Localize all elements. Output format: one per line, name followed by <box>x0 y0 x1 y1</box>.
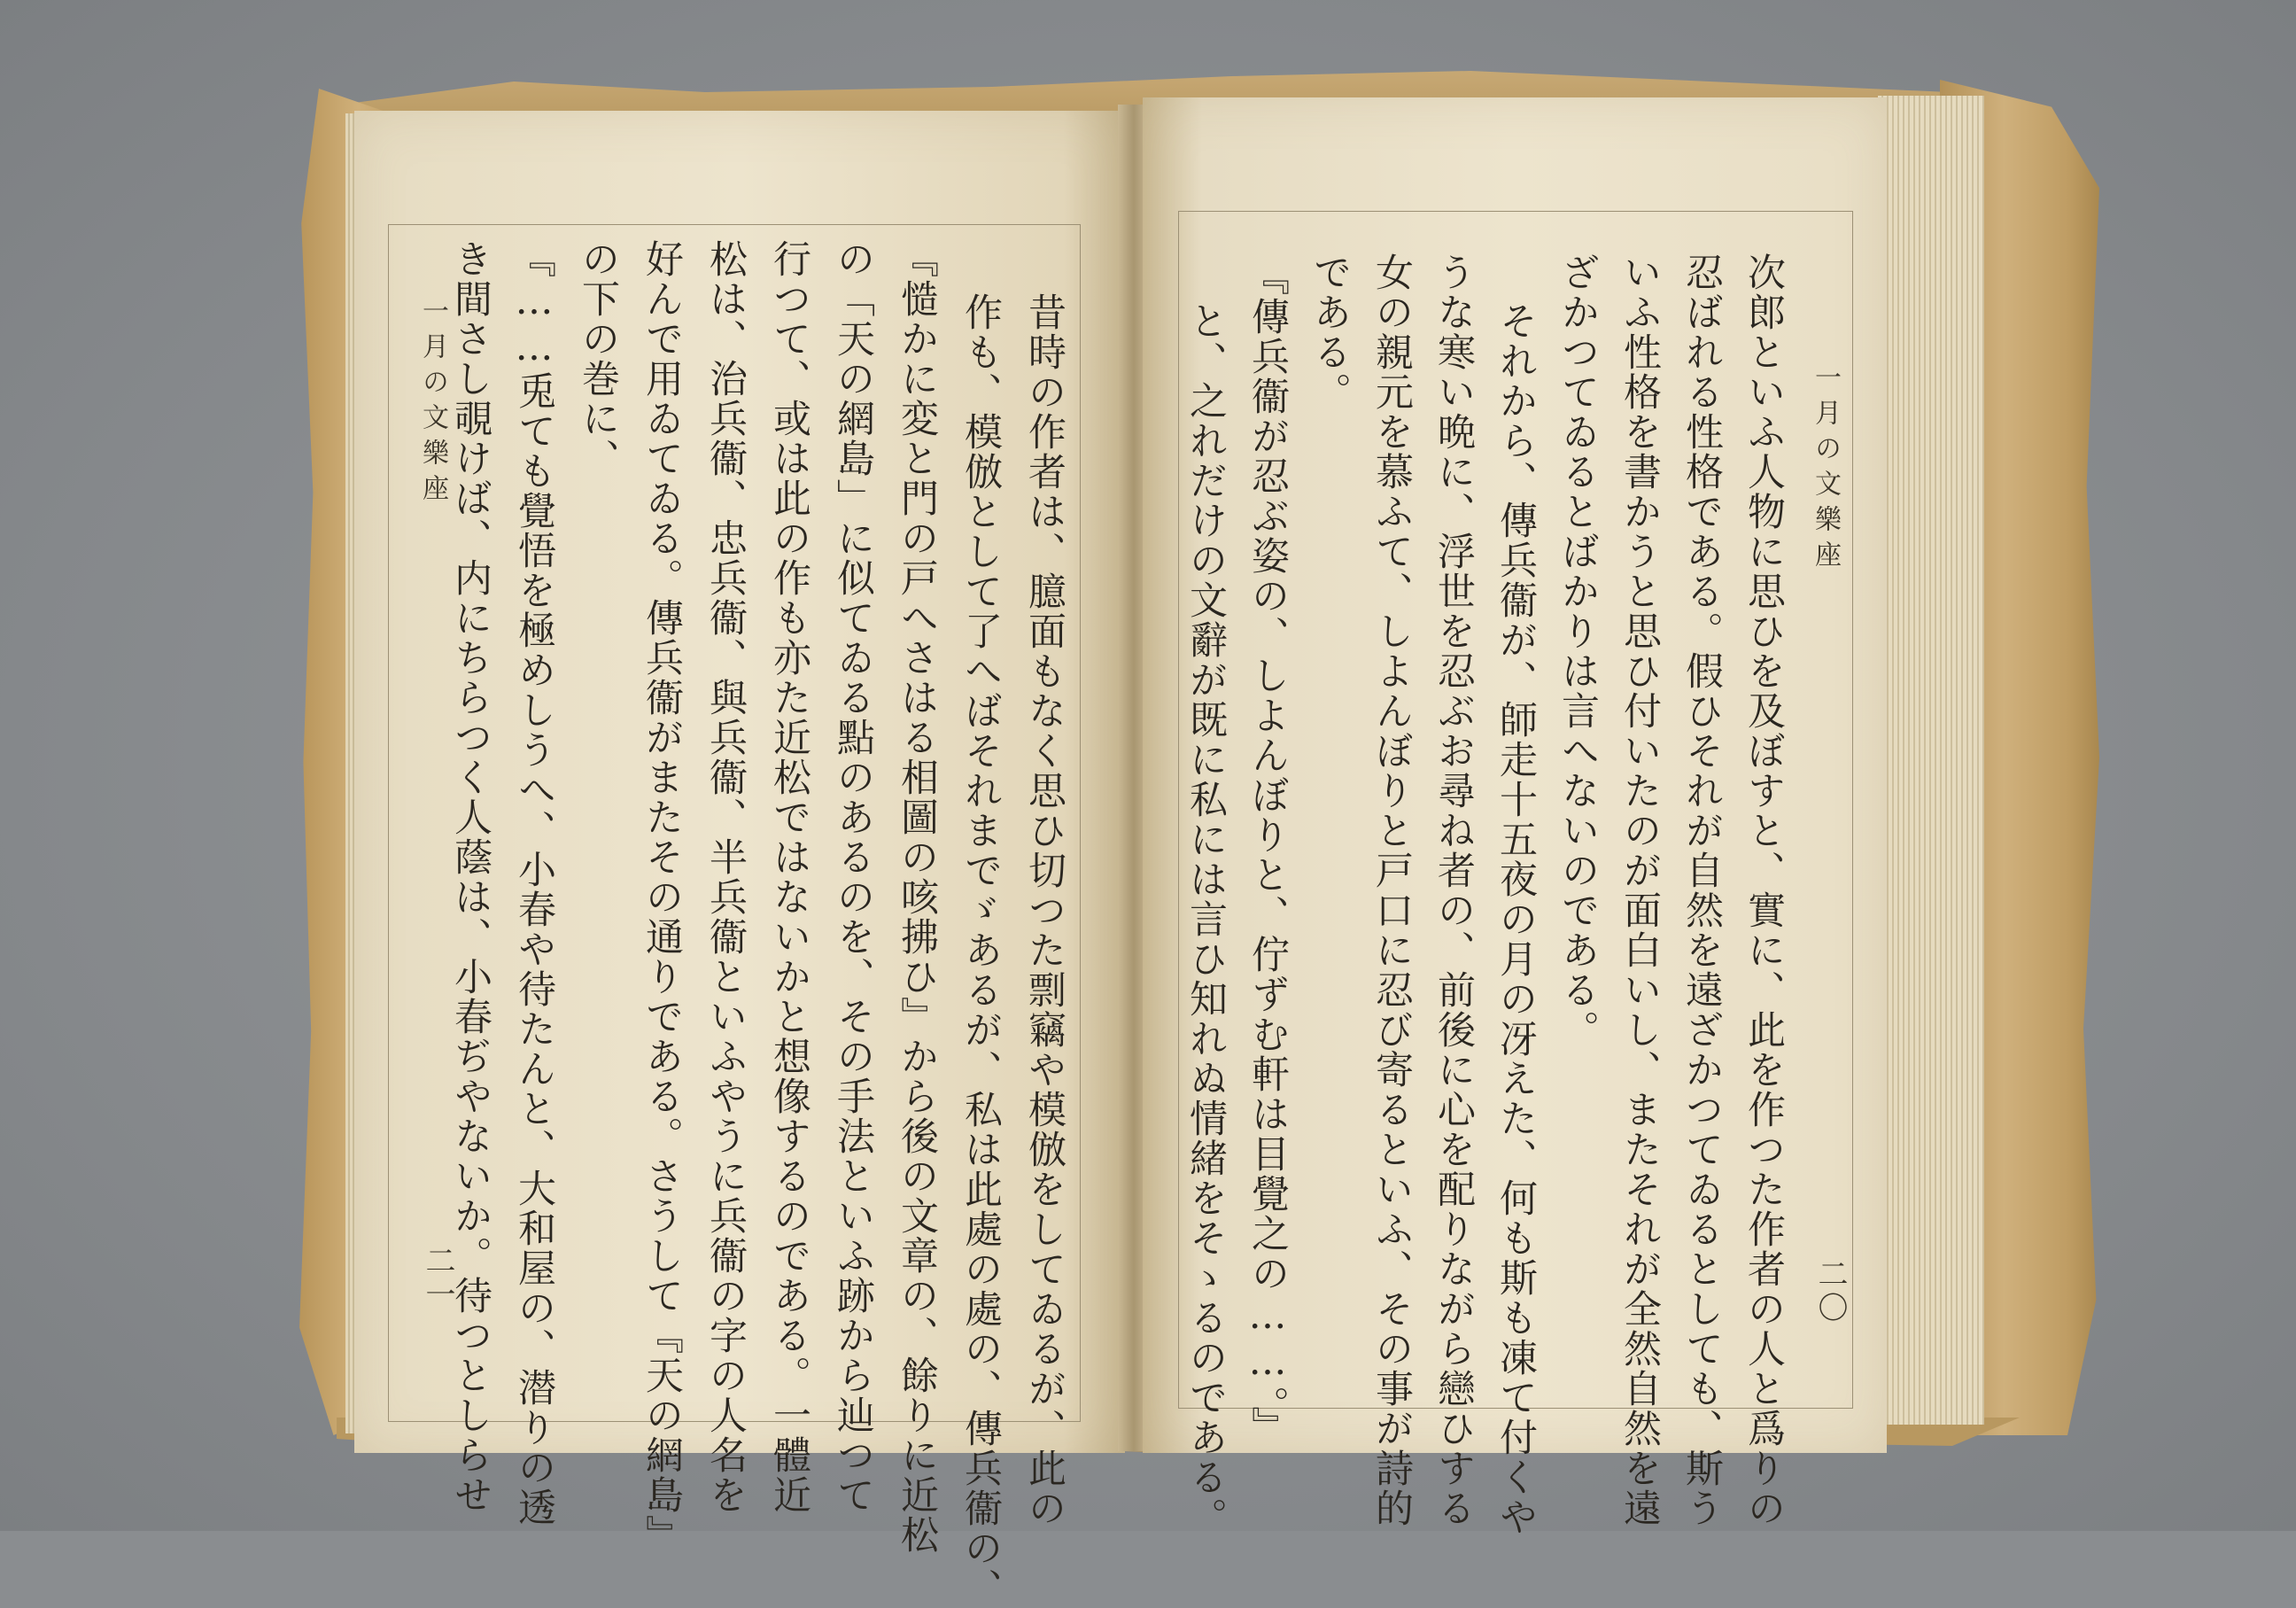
text-column: うな寒い晩に、浮世を忍ぶお尋ね者の、前後に心を配りながら戀ひする <box>1431 252 1476 1528</box>
text-column: ざかつてゐるとばかりは言へないのである。 <box>1555 252 1600 1050</box>
page-number: 二一 <box>420 1245 455 1312</box>
text-column: の下の巻に、 <box>576 239 620 478</box>
text-column: である。 <box>1307 252 1352 412</box>
text-column: 『……兎ても覺悟を極めしうへ、小春や待たんと、大和屋の、潜りの透 <box>512 239 556 1527</box>
text-column: と、之れだけの文辭が既に私には言ひ知れぬ情緒をそゝるのである。 <box>1183 301 1228 1537</box>
running-header: 一月の文樂座 <box>417 297 448 509</box>
left-page <box>354 111 1125 1608</box>
text-column: 作も、模倣として了へばそれまでゞあるが、私は此處の處の、傳兵衞の、 <box>958 292 1003 1608</box>
text-column: の「天の網島」に似てゐる點のあるのを、その手法といふ跡から辿つて <box>831 239 875 1515</box>
text-column: それから、傳兵衞が、師走十五夜の月の冴えた、何も斯も凍て付くや <box>1493 301 1538 1537</box>
right-page <box>1143 97 1887 1537</box>
text-column: 『傳兵衞が忍ぶ姿の、しよんぼりと、佇ずむ軒は目覺之の……。』 <box>1245 257 1290 1447</box>
text-column: 昔時の作者は、臆面もなく思ひ切つた剽竊や模倣をしてゐるが、此の <box>1022 292 1067 1528</box>
text-column: 好んで用ゐてゐる。傳兵衞がまたその通りである。さうして『天の網島』 <box>640 239 684 1555</box>
text-column: 松は、治兵衞、忠兵衞、與兵衞、半兵衞といふやうに兵衞の字の人名を <box>703 239 748 1515</box>
text-column: 忍ばれる性格である。假ひそれが自然を遠ざかつてゐるとしても、斯う <box>1679 252 1724 1528</box>
running-header: 一月の文樂座 <box>1810 363 1841 576</box>
text-column: 『慥かに変と門の戸へさはる相圖の咳拂ひ』から後の文章の、餘りに近松 <box>895 239 939 1555</box>
text-column: 行つて、或は此の作も亦た近松ではないかと想像するのである。一體近 <box>767 239 811 1515</box>
text-column: 次郎といふ人物に思ひを及ぼすと、實に、此を作つた作者の人と爲りの <box>1741 252 1786 1528</box>
page-edges-right <box>1878 96 1984 1425</box>
text-column: いふ性格を書かうと思ひ付いたのが面白いし、またそれが全然自然を遠 <box>1617 252 1662 1528</box>
page-number: 二〇 <box>1812 1258 1848 1325</box>
text-column: 女の親元を慕ふて、しよんぼりと戸口に忍び寄るといふ、その事が詩的 <box>1369 252 1414 1528</box>
text-column: き間さし覗けば、内にちらつく人蔭は、小春ぢやないか。待つとしらせ <box>448 239 493 1515</box>
